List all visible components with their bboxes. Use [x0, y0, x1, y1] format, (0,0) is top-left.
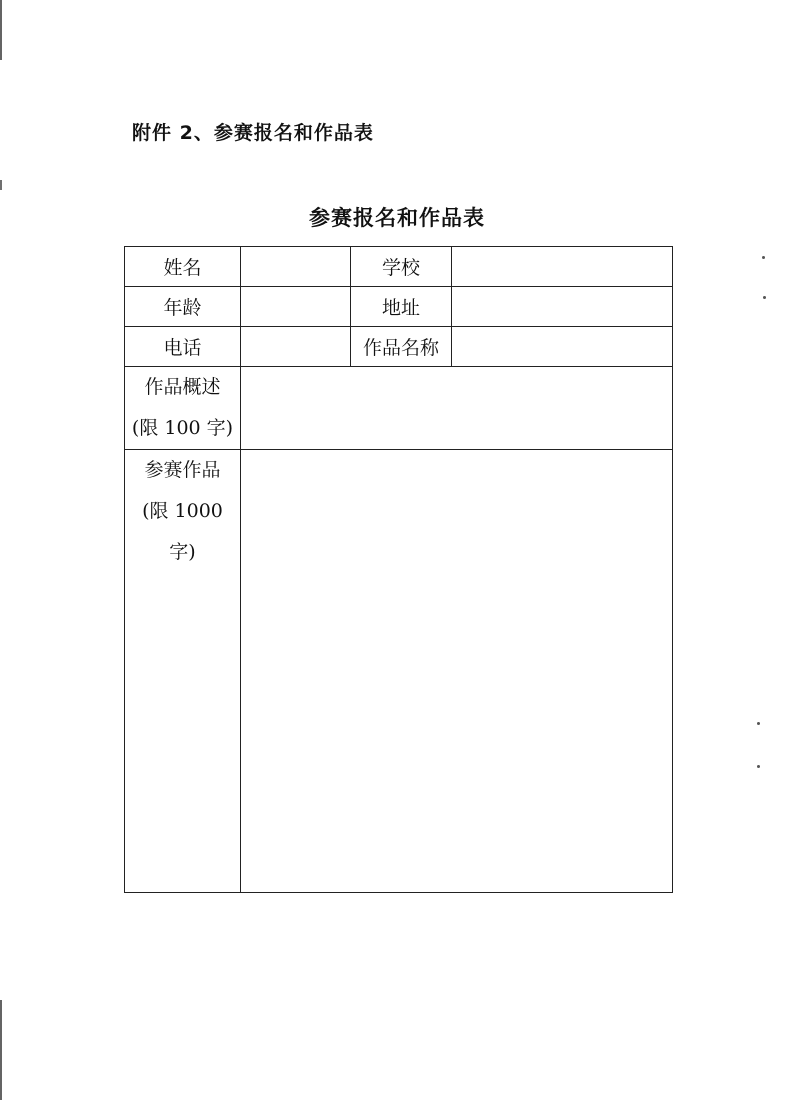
summary-label-line1: 作品概述 — [144, 376, 221, 398]
scan-speck — [757, 765, 760, 768]
form-title: 参赛报名和作品表 — [309, 206, 485, 230]
summary-label — [125, 367, 241, 450]
summary-label-line2: (限 100 字) — [131, 417, 234, 439]
table-row — [125, 450, 673, 893]
work-field[interactable] — [241, 450, 673, 893]
address-field[interactable] — [452, 287, 673, 327]
attachment-title: 附件 2、参赛报名和作品表 — [132, 122, 374, 144]
table-row — [125, 287, 673, 327]
scan-speck — [763, 296, 766, 299]
summary-field[interactable] — [241, 367, 673, 450]
address-label: 地址 — [351, 287, 452, 327]
phone-label: 电话 — [125, 327, 241, 367]
work-label-line1: 参赛作品 — [144, 459, 221, 481]
name-field[interactable] — [241, 247, 351, 287]
table-row — [125, 327, 673, 367]
age-field[interactable] — [241, 287, 351, 327]
scan-speck — [757, 722, 760, 725]
work-label — [125, 450, 241, 893]
work-title-field[interactable] — [452, 327, 673, 367]
name-label: 姓名 — [125, 247, 241, 287]
table-row — [125, 367, 673, 450]
age-label: 年龄 — [125, 287, 241, 327]
registration-form-table — [124, 246, 673, 893]
scan-edge — [0, 0, 2, 1100]
work-label-line3: 字) — [169, 541, 196, 563]
school-field[interactable] — [452, 247, 673, 287]
scan-speck — [762, 256, 765, 259]
school-label: 学校 — [351, 247, 452, 287]
phone-field[interactable] — [241, 327, 351, 367]
work-title-label: 作品名称 — [351, 327, 452, 367]
work-label-line2: (限 1000 — [142, 500, 223, 522]
table-row — [125, 247, 673, 287]
